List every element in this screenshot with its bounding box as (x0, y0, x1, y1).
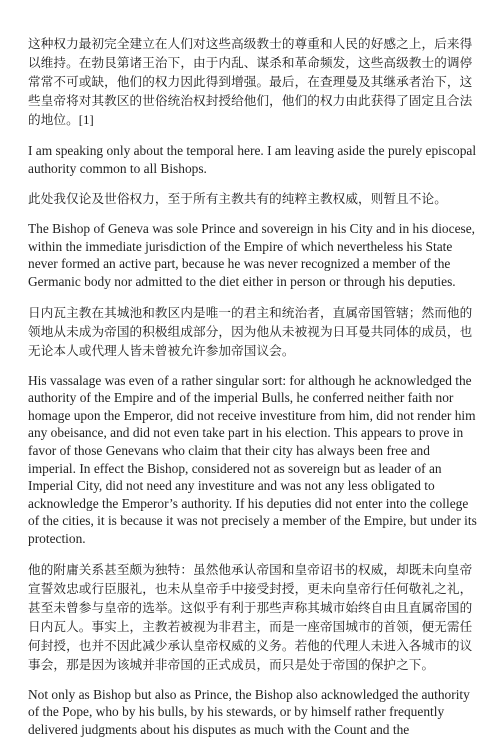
paragraph-text: 这种权力最初完全建立在人们对这些高级教士的尊重和人民的好感之上，后来得以维持。在勃艮第诸王治下，由于内乱、谋杀和革命频发，这些高级教士的调停常常不可或缺，他们的权力因此得到增强。最后，在查理曼及其继承者治下，这些皇帝将对其教区的世俗统治权封授给他们，他们的权力由此获得了固定且合法的地位。 (28, 36, 473, 127)
paragraph-zh-2: 此处我仅论及世俗权力，至于所有主教共有的纯粹主教权威，则暂且不论。 (28, 191, 447, 207)
paragraph-en-1: I am speaking only about the temporal here. I am leaving aside the purely episcopal authority common to all Bishops. (28, 143, 477, 176)
paragraph-zh-4: 他的附庸关系甚至颇为独特：虽然他承认帝国和皇帝诏书的权威，却既未向皇帝宣誓效忠或行臣服礼，也未从皇帝手中接受封授，更未向皇帝行任何敬礼之礼，甚至未曾参与皇帝的选举。这似乎有利于那些声称其城市始终自由且直属帝国的日内瓦人。事实上，主教若被视为非君主，而是一座帝国城市的首领，便无需任何封授，也并不因此减少承认皇帝权威的义务。若他的代理人未进入各城市的议事会，那是因为该城并非帝国的正式成员，而只是处于帝国的保护之下。 (28, 561, 473, 672)
paragraph-en-3: His vassalage was even of a rather singular sort: for although he acknowledged the authority of the Empire and of the imperial Bulls, he conferred neither faith nor homage upon the Emperor, did not receive investiture from him, did not render him any obeisance, and did not even take part in his election. This appears to prove in favor of those Genevans who claim that their city has always been free and imperial. In effect the Bishop, considered not as sovereign but as leader of an Imperial City, did not need any investiture and was not any less obligated to acknowledge the Emperor’s authority. If his deputies did not enter into the college of the cities, it is because it was not precisely a member of the Empire, but under its protection. (28, 372, 477, 546)
document-page (28, 34, 478, 750)
paragraph-zh-3: 日内瓦主教在其城池和教区内是唯一的君主和统治者，直属帝国管辖；然而他的领地从未成为帝国的积极组成部分，因为他从未被视为日耳曼共同体的成员，也无论本人或代理人皆未曾被允许参加帝国议会。 (28, 304, 473, 358)
paragraph-en-4: Not only as Bishop but also as Prince, the Bishop also acknowledged the authority of the Pope, who by his bulls, by his stewards, or by himself rather frequently delivered judgments about his disputes as much with the Count and the (28, 686, 470, 737)
footnote-marker[interactable]: [1] (78, 113, 94, 127)
paragraph-zh-1 (28, 34, 478, 130)
paragraph-en-2: The Bishop of Geneva was sole Prince and sovereign in his City and in his diocese, within the immediate jurisdiction of the Empire of which nevertheless his State never formed an active part, because he was never recognized a member of the Germanic body nor admitted to the diet either in person or through his deputies. (28, 221, 476, 289)
